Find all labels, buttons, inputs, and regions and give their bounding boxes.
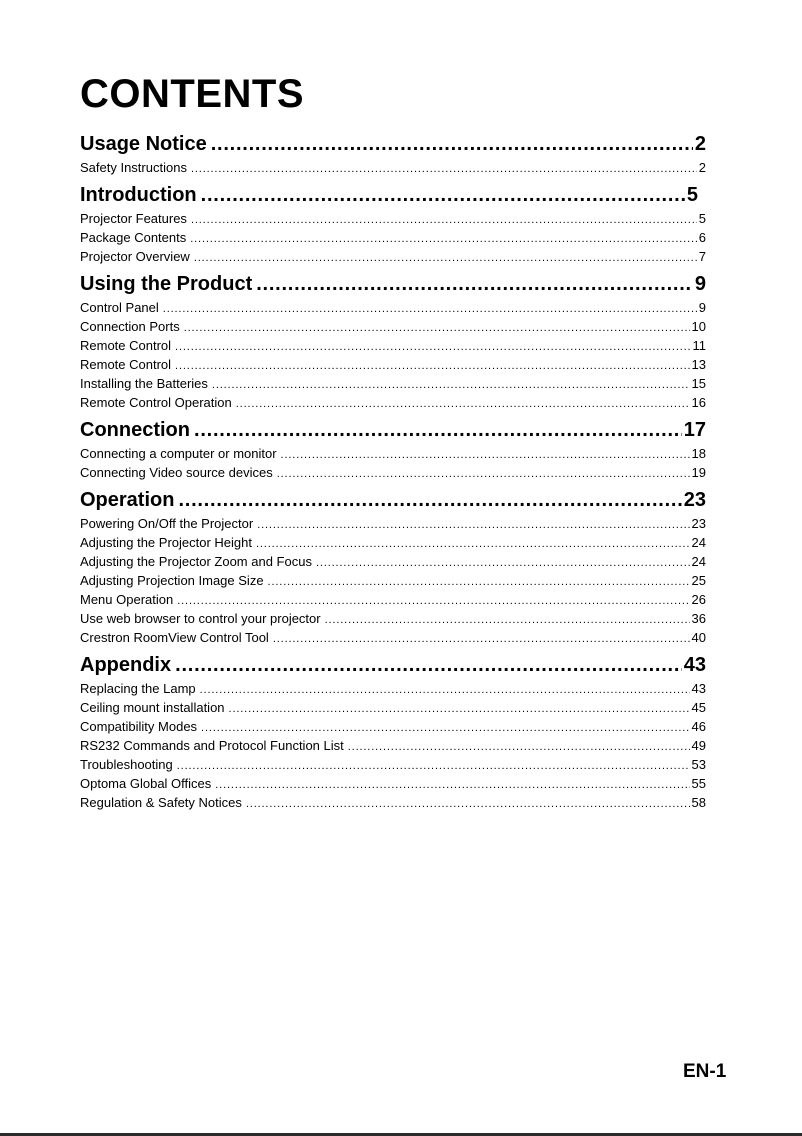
toc-entry-page: 10: [691, 319, 706, 334]
toc-section-page: 17: [683, 419, 706, 441]
dot-leader: [211, 130, 693, 158]
toc-section-label: Usage Notice: [80, 133, 207, 155]
toc-entry-page: 5: [698, 211, 706, 226]
toc-entry-page: 11: [692, 338, 706, 353]
dot-leader: [256, 533, 690, 552]
toc-entry[interactable]: [80, 374, 706, 393]
dot-leader: [348, 736, 690, 755]
toc-section-page: 43: [683, 654, 706, 676]
toc-section-usage-notice[interactable]: [80, 130, 706, 158]
toc-entry-label: Connecting a computer or monitor: [80, 446, 277, 461]
toc-entry[interactable]: [80, 552, 706, 571]
dot-leader: [178, 486, 681, 514]
toc-entry[interactable]: [80, 755, 706, 774]
toc-entry[interactable]: [80, 247, 706, 266]
toc-entry-page: 49: [691, 738, 706, 753]
toc-section-page: 2: [694, 133, 706, 155]
dot-leader: [229, 698, 690, 717]
toc-entry[interactable]: [80, 228, 706, 247]
toc-entry-label: Package Contents: [80, 230, 187, 245]
toc-entry-page: 45: [691, 700, 706, 715]
page-title: CONTENTS: [80, 72, 304, 116]
toc-entry-page: 7: [698, 249, 706, 264]
toc-entry-page: 43: [691, 681, 706, 696]
toc-entry-page: 18: [691, 446, 706, 461]
toc-entry-label: Projector Features: [80, 211, 187, 226]
toc-entry-page: 53: [691, 757, 706, 772]
toc-entry-label: Adjusting the Projector Zoom and Focus: [80, 554, 312, 569]
toc-entry-page: 9: [698, 300, 706, 315]
toc-section-page: 9: [694, 273, 706, 295]
toc-entry-page: 40: [691, 630, 706, 645]
toc-entry-page: 23: [691, 516, 706, 531]
toc-entry-label: Troubleshooting: [80, 757, 173, 772]
dot-leader: [194, 416, 682, 444]
toc-entry-label: Connecting Video source devices: [80, 465, 273, 480]
toc-entry-label: Compatibility Modes: [80, 719, 198, 734]
toc-entry-page: 26: [691, 592, 706, 607]
toc-entry-label: Connection Ports: [80, 319, 180, 334]
dot-leader: [325, 609, 690, 628]
toc-entry-page: 46: [691, 719, 706, 734]
toc-entry-label: Installing the Batteries: [80, 376, 208, 391]
toc-entry[interactable]: [80, 774, 706, 793]
toc-entry[interactable]: [80, 736, 706, 755]
dot-leader: [201, 181, 685, 209]
toc-entry[interactable]: [80, 463, 706, 482]
toc-entry[interactable]: [80, 317, 706, 336]
toc-entry[interactable]: [80, 444, 706, 463]
toc-entry[interactable]: [80, 628, 706, 647]
dot-leader: [184, 317, 690, 336]
dot-leader: [316, 552, 690, 571]
dot-leader: [257, 514, 689, 533]
toc-entry-label: Control Panel: [80, 300, 159, 315]
toc-section-label: Appendix: [80, 654, 172, 676]
toc-entry-page: 13: [691, 357, 706, 372]
toc-entry[interactable]: [80, 393, 706, 412]
toc-entry-label: Projector Overview: [80, 249, 190, 264]
dot-leader: [200, 679, 690, 698]
toc-entry-label: Crestron RoomView Control Tool: [80, 630, 269, 645]
dot-leader: [273, 628, 690, 647]
toc-entry-page: 24: [691, 535, 706, 550]
toc-entry[interactable]: [80, 590, 706, 609]
toc-entry[interactable]: [80, 209, 706, 228]
toc-entry-page: 6: [698, 230, 706, 245]
dot-leader: [175, 651, 682, 679]
toc-entry[interactable]: [80, 571, 706, 590]
toc-entry[interactable]: [80, 355, 706, 374]
toc-entry-label: Remote Control: [80, 357, 172, 372]
dot-leader: [215, 774, 689, 793]
toc-entry-label: Remote Control Operation: [80, 395, 232, 410]
toc-entry-label: Use web browser to control your projector: [80, 611, 321, 626]
toc-entry-page: 55: [691, 776, 706, 791]
toc-entry-label: Adjusting Projection Image Size: [80, 573, 264, 588]
toc-entry-page: 25: [691, 573, 706, 588]
page-number-footer: EN-1: [683, 1061, 727, 1082]
toc-section-operation[interactable]: [80, 486, 706, 514]
toc-entry-label: Optoma Global Offices: [80, 776, 212, 791]
toc-entry[interactable]: [80, 514, 706, 533]
toc-entry-page: 36: [691, 611, 706, 626]
toc-section-appendix[interactable]: [80, 651, 706, 679]
toc-section-label: Using the Product: [80, 273, 253, 295]
toc-section-introduction[interactable]: [80, 181, 706, 209]
toc-entry-page: 58: [691, 795, 706, 810]
dot-leader: [246, 793, 690, 812]
dot-leader: [191, 209, 697, 228]
toc-entry-page: 16: [691, 395, 706, 410]
dot-leader: [201, 717, 689, 736]
dot-leader: [177, 755, 690, 774]
dot-leader: [175, 336, 690, 355]
dot-leader: [163, 298, 697, 317]
dot-leader: [236, 393, 690, 412]
toc-section-label: Operation: [80, 489, 175, 511]
toc-entry[interactable]: [80, 679, 706, 698]
table-of-contents: [80, 130, 706, 812]
toc-entry-label: Menu Operation: [80, 592, 174, 607]
toc-entry[interactable]: [80, 609, 706, 628]
toc-entry-label: RS232 Commands and Protocol Function List: [80, 738, 344, 753]
dot-leader: [190, 228, 697, 247]
dot-leader: [268, 571, 690, 590]
toc-section-using-the-product[interactable]: [80, 270, 706, 298]
toc-section-page: 23: [683, 489, 706, 511]
dot-leader: [277, 463, 690, 482]
dot-leader: [194, 247, 697, 266]
toc-entry-page: 2: [698, 160, 706, 175]
dot-leader: [281, 444, 690, 463]
toc-entry-label: Replacing the Lamp: [80, 681, 196, 696]
toc-entry-page: 19: [691, 465, 706, 480]
toc-entry-label: Ceiling mount installation: [80, 700, 225, 715]
toc-section-label: Connection: [80, 419, 190, 441]
dot-leader: [175, 355, 689, 374]
toc-section-connection[interactable]: [80, 416, 706, 444]
toc-entry[interactable]: [80, 698, 706, 717]
toc-entry[interactable]: [80, 336, 706, 355]
toc-entry-label: Powering On/Off the Projector: [80, 516, 254, 531]
dot-leader: [256, 270, 693, 298]
toc-entry-label: Regulation & Safety Notices: [80, 795, 242, 810]
toc-entry[interactable]: [80, 298, 706, 317]
toc-entry-page: 15: [691, 376, 706, 391]
toc-section-page: 5: [686, 184, 698, 206]
toc-entry-label: Adjusting the Projector Height: [80, 535, 252, 550]
toc-entry[interactable]: [80, 717, 706, 736]
toc-section-label: Introduction: [80, 184, 197, 206]
toc-entry-page: 24: [691, 554, 706, 569]
toc-entry-label: Remote Control: [80, 338, 172, 353]
toc-entry-label: Safety Instructions: [80, 160, 187, 175]
dot-leader: [212, 374, 690, 393]
toc-entry[interactable]: [80, 158, 706, 177]
dot-leader: [177, 590, 689, 609]
toc-entry[interactable]: [80, 793, 706, 812]
toc-entry[interactable]: [80, 533, 706, 552]
dot-leader: [191, 158, 697, 177]
